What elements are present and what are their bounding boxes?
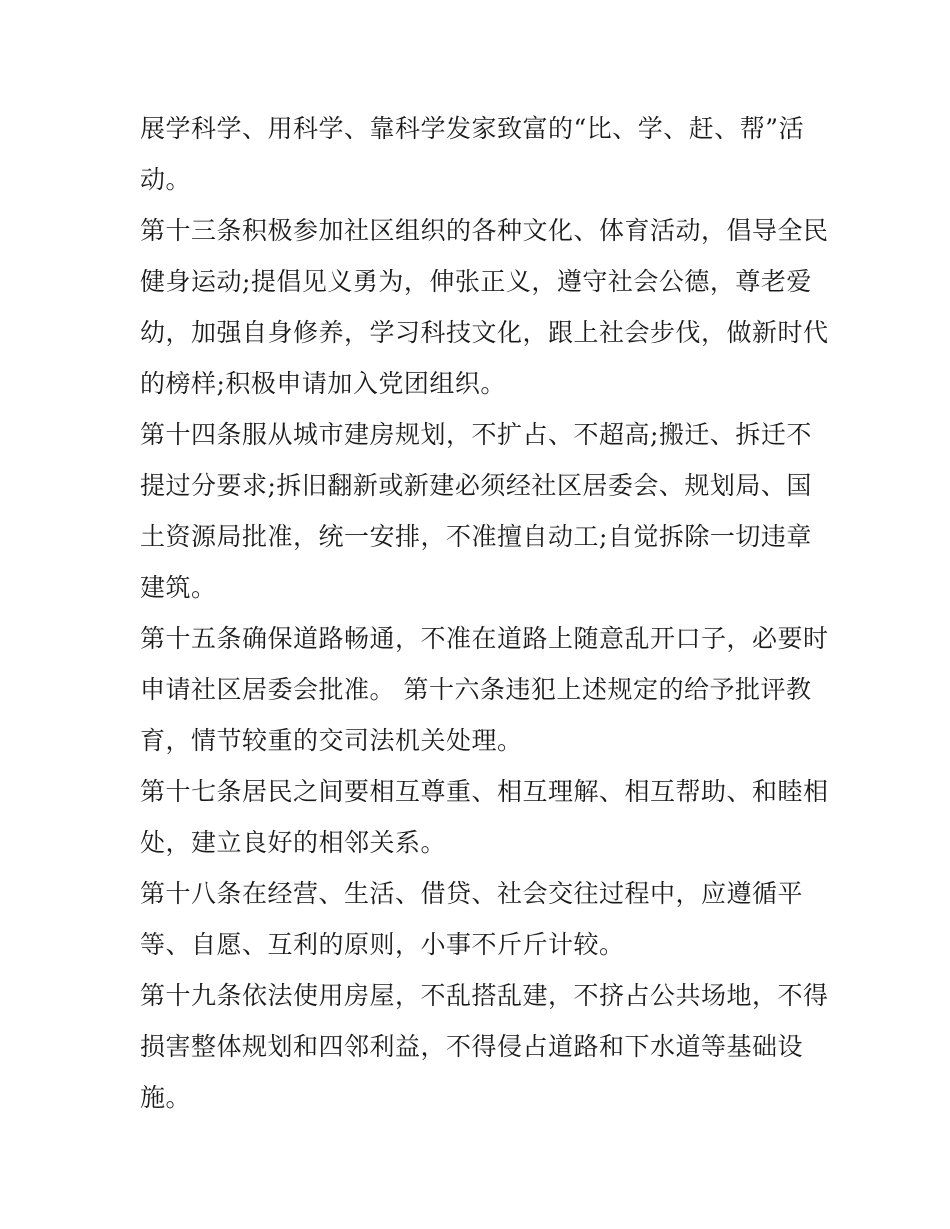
text-line: 的榜样;积极申请加入党团组织。 (140, 369, 506, 398)
article-15-line: 第十五条确保道路畅通，不准在道路上随意乱开口子，必要时 (140, 624, 829, 653)
article-17-line: 第十七条居民之间要相互尊重、相互理解、相互帮助、和睦相 (140, 777, 829, 806)
text-line: 幼，加强自身修养，学习科技文化，跟上社会步伐，做新时代 (140, 318, 829, 347)
text-line: 建筑。 (140, 573, 217, 602)
text-line: 展学科学、用科学、靠科学发家致富的“比、学、赶、帮”活 (140, 114, 805, 143)
text-line: 土资源局批准，统一安排，不准擅自动工;自觉拆除一切违章 (140, 522, 812, 551)
text-line: 处，建立良好的相邻关系。 (140, 828, 447, 857)
text-line: 动。 (140, 165, 192, 194)
text-line: 健身运动;提倡见义勇为，伸张正义，遵守社会公德，尊老爱 (140, 267, 812, 296)
article-19-line: 第十九条依法使用房屋，不乱搭乱建，不挤占公共场地，不得 (140, 981, 829, 1010)
text-line: 等、自愿、互利的原则，小事不斤斤计较。 (140, 930, 625, 959)
text-line: 损害整体规划和四邻利益，不得侵占道路和下水道等基础设 (140, 1032, 804, 1061)
text-line: 育，情节较重的交司法机关处理。 (140, 726, 523, 755)
article-13-line: 第十三条积极参加社区组织的各种文化、体育活动，倡导全民 (140, 216, 829, 245)
article-14-line: 第十四条服从城市建房规划，不扩占、不超高;搬迁、拆迁不 (140, 420, 812, 449)
article-18-line: 第十八条在经营、生活、借贷、社会交往过程中，应遵循平 (140, 879, 804, 908)
text-line: 提过分要求;拆旧翻新或新建必须经社区居委会、规划局、国 (140, 471, 812, 500)
article-16-line: 申请社区居委会批准。 第十六条违犯上述规定的给予批评教 (140, 675, 812, 704)
text-line: 施。 (140, 1083, 192, 1112)
document-body (140, 103, 829, 1123)
